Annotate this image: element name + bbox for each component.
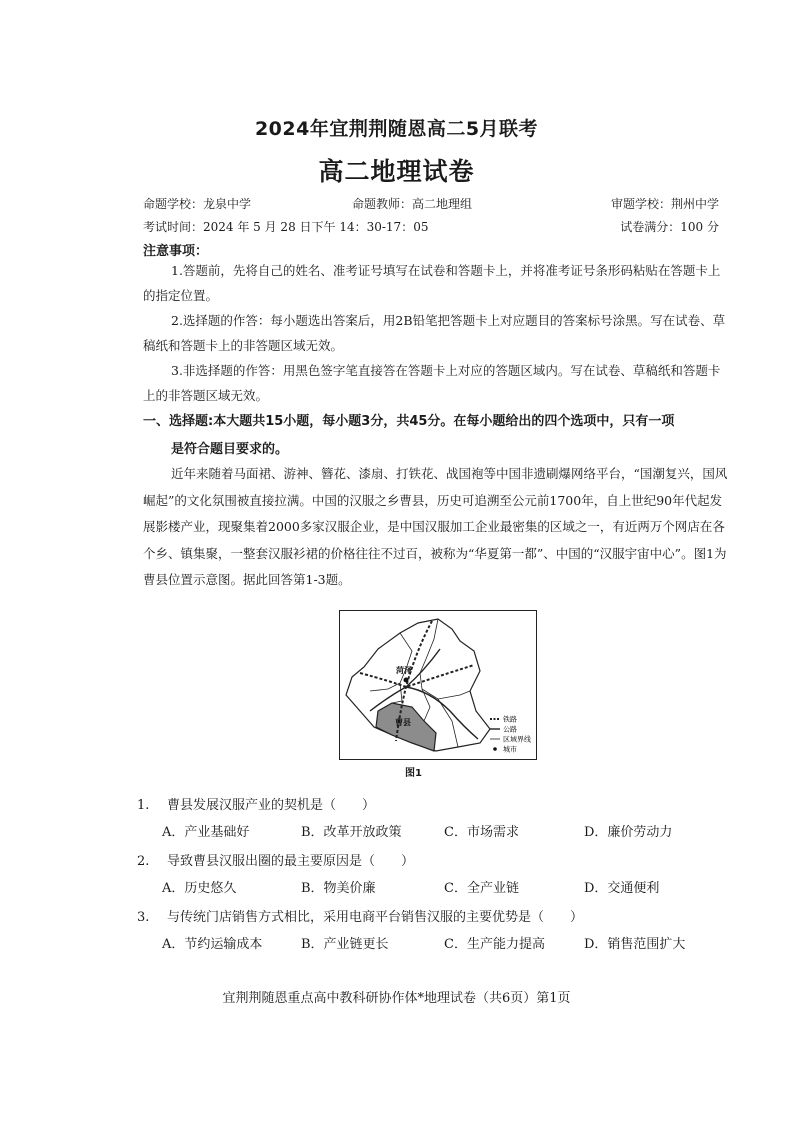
q3-option-b[interactable]: B．产业链更长 bbox=[301, 937, 389, 952]
q1-option-c[interactable]: C．市场需求 bbox=[444, 825, 519, 840]
section-heading-line-1: 一、选择题:本大题共15小题，每小题3分，共45分。在每小题给出的四个选项中，只有一项 bbox=[143, 414, 675, 429]
question-1-stem: 曹县发展汉服产业的契机是（ ） bbox=[167, 798, 376, 813]
q3-option-d[interactable]: D．销售范围扩大 bbox=[584, 937, 686, 952]
q2-option-a[interactable]: A．历史悠久 bbox=[162, 881, 237, 896]
q2-option-d[interactable]: D．交通便利 bbox=[584, 881, 660, 896]
question-3-number: 3. bbox=[137, 910, 150, 925]
legend-boundary: 区域界线 bbox=[503, 735, 531, 744]
q1-option-b[interactable]: B．改革开放政策 bbox=[301, 825, 402, 840]
notice-heading: 注意事项： bbox=[143, 244, 209, 259]
figure-map bbox=[339, 610, 537, 760]
page-footer: 宜荆荆随恩重点高中教科研协作体*地理试卷（共6页）第1页 bbox=[222, 991, 571, 1006]
question-3-stem: 与传统门店销售方式相比，采用电商平台销售汉服的主要优势是（ ） bbox=[167, 910, 584, 925]
notice-item-1: 1.答题前，先将自己的姓名、准考证号填写在试卷和答题卡上，并将准考证号条形码粘贴在答题卡上的指定位置。 bbox=[143, 263, 721, 303]
caoxian-location-map bbox=[340, 611, 536, 759]
q1-option-d[interactable]: D．廉价劳动力 bbox=[584, 825, 673, 840]
map-legend bbox=[490, 715, 531, 754]
exam-subtitle: 高二地理试卷 bbox=[318, 157, 475, 186]
legend-city: 城市 bbox=[503, 745, 517, 754]
caoxian-shaded-area bbox=[376, 703, 436, 751]
question-1 bbox=[137, 794, 375, 813]
reviewing-school: 审题学校：荆州中学 bbox=[610, 197, 719, 211]
question-1-number: 1. bbox=[137, 798, 150, 813]
section-heading-line-2: 是符合题目要求的。 bbox=[171, 442, 289, 457]
heze-city-dot bbox=[404, 678, 409, 683]
question-2-stem: 导致曹县汉服出圈的最主要原因是（ ） bbox=[167, 854, 415, 869]
question-2-number: 2. bbox=[137, 854, 150, 869]
exam-title: 2024年宜荆荆随恩高二5月联考 bbox=[254, 118, 539, 140]
exam-time: 考试时间：2024 年 5 月 28 日下午 14：30-17：05 bbox=[143, 220, 429, 234]
legend-highway: 公路 bbox=[503, 725, 517, 734]
proposing-teacher: 命题教师：高二地理组 bbox=[352, 197, 473, 211]
full-score: 试卷满分：100 分 bbox=[620, 220, 719, 234]
notice-item-3: 3.非选择题的作答：用黑色签字笔直接答在答题卡上对应的答题区域内。写在试卷、草稿纸和答题卡上的非答题区域无效。 bbox=[143, 363, 721, 403]
q2-option-b[interactable]: B．物美价廉 bbox=[301, 881, 376, 896]
q2-option-c[interactable]: C．全产业链 bbox=[444, 881, 519, 896]
heze-label: 菏泽 bbox=[396, 666, 412, 675]
legend-city-swatch bbox=[493, 747, 497, 751]
q3-option-c[interactable]: C．生产能力提高 bbox=[444, 937, 545, 952]
legend-railway: 铁路 bbox=[503, 715, 517, 724]
question-2 bbox=[137, 850, 414, 869]
notice-item-2: 2.选择题的作答：每小题选出答案后，用2B铅笔把答题卡上对应题目的答案标号涂黑。写在试卷、草稿纸和答题卡上的非答题区域无效。 bbox=[143, 313, 726, 353]
section-heading bbox=[143, 408, 733, 464]
proposing-school: 命题学校：龙泉中学 bbox=[143, 197, 252, 211]
question-3 bbox=[137, 906, 583, 925]
caoxian-label: 曹县 bbox=[395, 718, 411, 727]
q1-option-a[interactable]: A．产业基础好 bbox=[162, 825, 250, 840]
figure-caption: 图1 bbox=[405, 768, 422, 779]
q3-option-a[interactable]: A．节约运输成本 bbox=[162, 937, 263, 952]
passage: 近年来随着马面裙、游神、簪花、漆扇、打铁花、战国袍等中国非遗刷爆网络平台，“国潮复兴，国风崛起”的文化氛围被直接拉满。中国的汉服之乡曹县，历史可追溯至公元前1700年，自上世纪90年代起发展影楼产业，现聚集着2000多家汉服企业，是中国汉服加工企业最密集的区域之一，有近两万个网店在各个乡、镇集聚，一整套汉服衫裙的价格往往不过百，被称为“华夏第一都”、中国的“汉服宇宙中心”。图1为曹县位置示意图。据此回答第1-3题。 bbox=[143, 466, 728, 587]
